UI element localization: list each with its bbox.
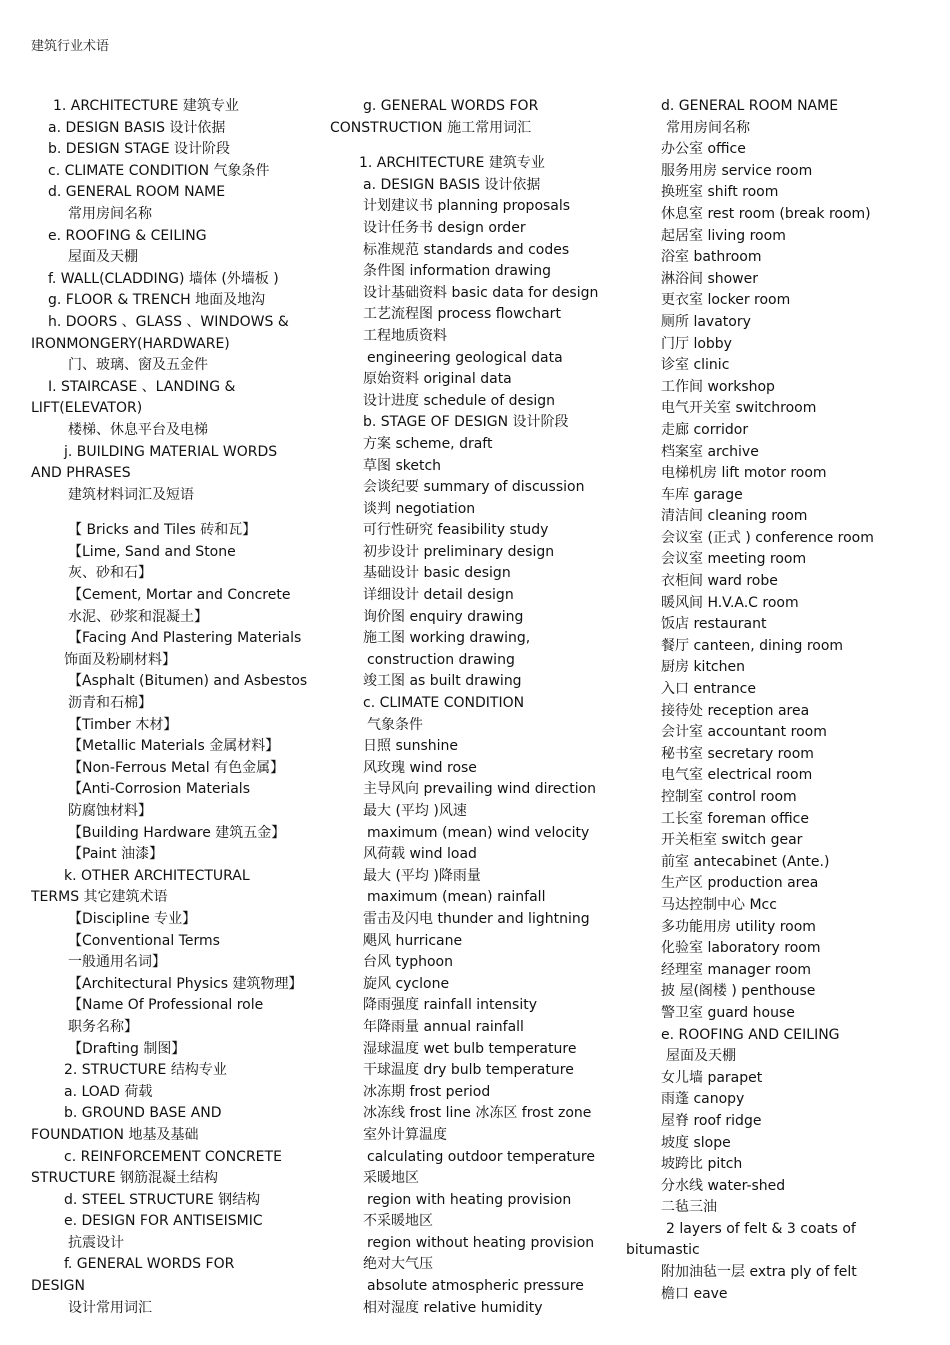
term-line: 水泥、砂浆和混凝土】: [68, 608, 208, 625]
term-line: 二毡三油: [661, 1199, 717, 1216]
term-line: g. FLOOR & TRENCH 地面及地沟: [48, 292, 266, 309]
term-line: 初步设计 preliminary design: [363, 543, 555, 560]
term-line: 旋风 cyclone: [363, 975, 450, 992]
term-line: b. DESIGN STAGE 设计阶段: [48, 141, 231, 158]
term-line: f. WALL(CLADDING) 墙体 (外墙板 ): [48, 270, 279, 287]
term-line: FOUNDATION 地基及基础: [31, 1126, 199, 1143]
term-line: 屋面及天棚: [666, 1048, 736, 1065]
term-line: 【 Bricks and Tiles 砖和瓦】: [68, 522, 257, 539]
term-line: 【Timber 木材】: [68, 716, 178, 733]
term-line: 标准规范 standards and codes: [363, 241, 570, 258]
term-line: 服务用房 service room: [661, 162, 813, 179]
term-line: 【Anti-Corrosion Materials: [68, 781, 250, 798]
term-line: 【Facing And Plastering Materials: [68, 630, 302, 647]
term-line: 女儿墙 parapet: [661, 1069, 763, 1086]
term-line: 最大 (平均 )风速: [363, 803, 467, 819]
term-line: 餐厅 canteen, dining room: [661, 637, 844, 654]
term-line: 相对湿度 relative humidity: [363, 1299, 543, 1316]
term-line: 最大 (平均 )降雨量: [363, 867, 481, 884]
page-header: 建筑行业术语: [31, 39, 110, 54]
term-line: 档案室 archive: [661, 443, 759, 460]
term-line: 竣工图 as built drawing: [363, 673, 522, 690]
term-line: d. STEEL STRUCTURE 钢结构: [64, 1191, 261, 1208]
term-line: 设计基础资料 basic data for design: [363, 284, 599, 301]
term-line: IRONMONGERY(HARDWARE): [31, 335, 230, 352]
term-line: region without heating provision: [367, 1234, 595, 1251]
term-line: 门厅 lobby: [661, 335, 732, 352]
term-line: 【Metallic Materials 金属材料】: [68, 738, 280, 755]
term-line: 详细设计 detail design: [363, 587, 514, 604]
term-line: e. ROOFING & CEILING: [48, 227, 207, 244]
term-line: 经理室 manager room: [661, 961, 812, 978]
term-line: 接待处 reception area: [661, 702, 810, 719]
column-middle: [330, 96, 615, 1319]
term-line: I. STAIRCASE 、LANDING &: [48, 378, 236, 395]
term-line: CONSTRUCTION 施工常用词汇: [330, 119, 532, 136]
term-line: d. GENERAL ROOM NAME: [48, 184, 226, 201]
term-line: 2 layers of felt & 3 coats of: [666, 1220, 856, 1237]
term-line: 披 屋(阁楼 ) penthouse: [661, 983, 816, 1000]
term-line: 车库 garage: [661, 486, 743, 503]
term-line: 可行性研究 feasibility study: [363, 522, 549, 539]
term-line: 诊室 clinic: [661, 357, 730, 374]
term-line: 草图 sketch: [363, 457, 442, 474]
term-line: calculating outdoor temperature: [367, 1148, 595, 1165]
term-line: 风荷载 wind load: [363, 846, 477, 863]
term-line: 【Asphalt (Bitumen) and Asbestos: [68, 673, 308, 690]
term-line: c. REINFORCEMENT CONCRETE: [64, 1148, 282, 1165]
term-line: 雨蓬 canopy: [661, 1091, 745, 1108]
term-line: 飓风 hurricane: [363, 932, 463, 949]
term-line: 办公室 office: [661, 141, 746, 158]
term-line: e. ROOFING AND CEILING: [661, 1026, 840, 1043]
term-line: 工长室 foreman office: [661, 810, 809, 827]
term-line: 警卫室 guard house: [661, 1004, 795, 1021]
term-line: 年降雨量 annual rainfall: [363, 1018, 524, 1035]
term-line: 主导风向 prevailing wind direction: [363, 781, 597, 798]
term-line: 设计常用词汇: [68, 1299, 152, 1316]
column-right: [626, 96, 946, 1305]
term-line: 屋面及天棚: [68, 249, 138, 266]
term-line: 淋浴间 shower: [661, 270, 759, 287]
term-line: 1. ARCHITECTURE 建筑专业: [53, 98, 239, 114]
term-line: 多功能用房 utility room: [661, 918, 816, 935]
term-line: 常用房间名称: [68, 205, 152, 222]
term-line: 灰、砂和石】: [68, 565, 152, 582]
term-line: 换班室 shift room: [661, 184, 779, 201]
term-line: 【Drafting 制图】: [68, 1040, 186, 1057]
term-line: h. DOORS 、GLASS 、WINDOWS &: [48, 313, 289, 330]
spacer: [330, 139, 615, 153]
term-line: 设计任务书 design order: [363, 219, 526, 236]
term-line: 前室 antecabinet (Ante.): [661, 853, 830, 870]
term-line: 湿球温度 wet bulb temperature: [363, 1040, 577, 1057]
term-line: 附加油毡一层 extra ply of felt: [661, 1264, 857, 1281]
term-line: 施工图 working drawing,: [363, 630, 531, 647]
term-line: maximum (mean) wind velocity: [367, 824, 590, 841]
term-line: 雷击及闪电 thunder and lightning: [363, 910, 590, 927]
term-line: bitumastic: [626, 1242, 700, 1259]
term-line: 入口 entrance: [661, 681, 756, 698]
term-line: 坡度 slope: [661, 1134, 731, 1151]
term-line: 日照 sunshine: [363, 738, 459, 755]
term-line: 厕所 lavatory: [661, 313, 751, 330]
term-line: 门、玻璃、窗及五金件: [68, 357, 208, 374]
term-line: 原始资料 original data: [363, 371, 512, 388]
term-line: 工程地质资料: [363, 327, 447, 344]
term-line: 会谈纪要 summary of discussion: [363, 479, 585, 496]
spacer: [31, 506, 321, 520]
term-line: 【Cement, Mortar and Concrete: [68, 587, 291, 604]
term-line: a. DESIGN BASIS 设计依据: [48, 119, 226, 136]
term-line: 浴室 bathroom: [661, 249, 762, 266]
term-line: 条件图 information drawing: [363, 263, 552, 280]
term-line: 气象条件: [367, 716, 423, 733]
term-line: 开关柜室 switch gear: [661, 832, 803, 849]
term-line: 谈判 negotiation: [363, 500, 476, 517]
term-line: 檐口 eave: [661, 1285, 728, 1302]
term-line: f. GENERAL WORDS FOR: [64, 1256, 235, 1273]
term-line: 风玫瑰 wind rose: [363, 759, 477, 776]
term-line: 暖风间 H.V.A.C room: [661, 594, 799, 611]
term-line: 电气室 electrical room: [661, 767, 813, 784]
term-line: 台风 typhoon: [363, 954, 453, 971]
term-line: region with heating provision: [367, 1191, 572, 1208]
term-line: 【Paint 油漆】: [68, 846, 164, 863]
term-line: 【Conventional Terms: [68, 932, 220, 949]
term-line: 不采暖地区: [363, 1213, 433, 1230]
term-line: 冰冻期 frost period: [363, 1083, 491, 1100]
term-line: j. BUILDING MATERIAL WORDS: [64, 443, 278, 460]
term-line: 基础设计 basic design: [363, 565, 511, 582]
term-line: 饰面及粉刷材料】: [64, 651, 176, 668]
term-line: 更衣室 locker room: [661, 292, 791, 309]
term-line: 电梯机房 lift motor room: [661, 465, 827, 482]
term-line: 生产区 production area: [661, 875, 819, 892]
term-line: c. CLIMATE CONDITION: [363, 695, 525, 712]
term-line: 马达控制中心 Mcc: [661, 896, 777, 913]
term-line: 绝对大气压: [363, 1256, 433, 1273]
term-line: 衣柜间 ward robe: [661, 573, 778, 590]
term-line: absolute atmospheric pressure: [367, 1278, 584, 1295]
term-line: engineering geological data: [367, 349, 563, 366]
term-line: 职务名称】: [68, 1018, 138, 1035]
term-line: 询价图 enquiry drawing: [363, 608, 524, 625]
term-line: 楼梯、休息平台及电梯: [68, 421, 208, 438]
term-line: 工艺流程图 process flowchart: [363, 306, 561, 323]
term-line: 干球温度 dry bulb temperature: [363, 1062, 574, 1079]
term-line: 清洁间 cleaning room: [661, 508, 808, 525]
term-line: 一般通用名词】: [68, 954, 166, 971]
term-line: 【Lime, Sand and Stone: [68, 543, 236, 560]
term-line: 沥青和石棉】: [68, 695, 152, 712]
term-line: 秘书室 secretary room: [661, 745, 814, 762]
term-line: 【Architectural Physics 建筑物理】: [68, 975, 303, 992]
term-line: 冰冻线 frost line 冰冻区 frost zone: [363, 1105, 592, 1122]
term-line: 采暖地区: [363, 1170, 419, 1187]
term-line: a. LOAD 荷载: [64, 1083, 153, 1100]
column-left: [31, 96, 321, 1319]
term-line: 【Name Of Professional role: [68, 997, 264, 1014]
term-line: 计划建议书 planning proposals: [363, 198, 571, 215]
term-line: 坡跨比 pitch: [661, 1156, 743, 1173]
term-line: 【Non-Ferrous Metal 有色金属】: [68, 759, 285, 776]
term-line: c. CLIMATE CONDITION 气象条件: [48, 162, 270, 179]
term-line: 【Building Hardware 建筑五金】: [68, 824, 286, 841]
term-line: maximum (mean) rainfall: [367, 889, 546, 906]
term-line: 屋脊 roof ridge: [661, 1112, 762, 1129]
term-line: DESIGN: [31, 1278, 85, 1295]
term-line: 常用房间名称: [666, 119, 750, 136]
term-line: 会议室 (正式 ) conference room: [661, 529, 874, 546]
term-line: 饭店 restaurant: [661, 616, 767, 633]
term-line: k. OTHER ARCHITECTURAL: [64, 867, 250, 884]
term-line: 分水线 water-shed: [661, 1177, 786, 1194]
term-line: TERMS 其它建筑术语: [31, 889, 168, 906]
term-line: 化验室 laboratory room: [661, 940, 821, 957]
term-line: 设计进度 schedule of design: [363, 392, 556, 409]
term-line: 防腐蚀材料】: [68, 803, 152, 819]
term-line: 抗震设计: [68, 1234, 124, 1251]
term-line: 会计室 accountant room: [661, 724, 827, 741]
term-line: STRUCTURE 钢筋混凝土结构: [31, 1170, 219, 1187]
term-line: 休息室 rest room (break room): [661, 205, 871, 222]
term-line: 建筑材料词汇及短语: [68, 486, 194, 503]
term-line: g. GENERAL WORDS FOR: [363, 98, 539, 114]
term-line: e. DESIGN FOR ANTISEISMIC: [64, 1213, 263, 1230]
term-line: 室外计算温度: [363, 1126, 447, 1143]
term-line: 降雨强度 rainfall intensity: [363, 997, 537, 1014]
term-line: LIFT(ELEVATOR): [31, 400, 143, 417]
term-line: b. GROUND BASE AND: [64, 1105, 222, 1122]
term-line: 走廊 corridor: [661, 421, 749, 438]
term-line: d. GENERAL ROOM NAME: [661, 98, 839, 114]
term-line: 2. STRUCTURE 结构专业: [64, 1062, 227, 1079]
term-line: 控制室 control room: [661, 789, 797, 805]
term-line: 【Discipline 专业】: [68, 910, 197, 927]
term-line: 厨房 kitchen: [661, 659, 745, 676]
term-line: a. DESIGN BASIS 设计依据: [363, 176, 541, 193]
term-line: 电气开关室 switchroom: [661, 400, 817, 417]
term-line: b. STAGE OF DESIGN 设计阶段: [363, 414, 569, 431]
term-line: 会议室 meeting room: [661, 551, 807, 568]
term-line: 1. ARCHITECTURE 建筑专业: [359, 155, 545, 172]
term-line: AND PHRASES: [31, 465, 131, 482]
term-line: construction drawing: [367, 651, 515, 668]
term-line: 方案 scheme, draft: [363, 435, 493, 452]
term-line: 起居室 living room: [661, 227, 786, 244]
term-line: 工作间 workshop: [661, 378, 775, 395]
